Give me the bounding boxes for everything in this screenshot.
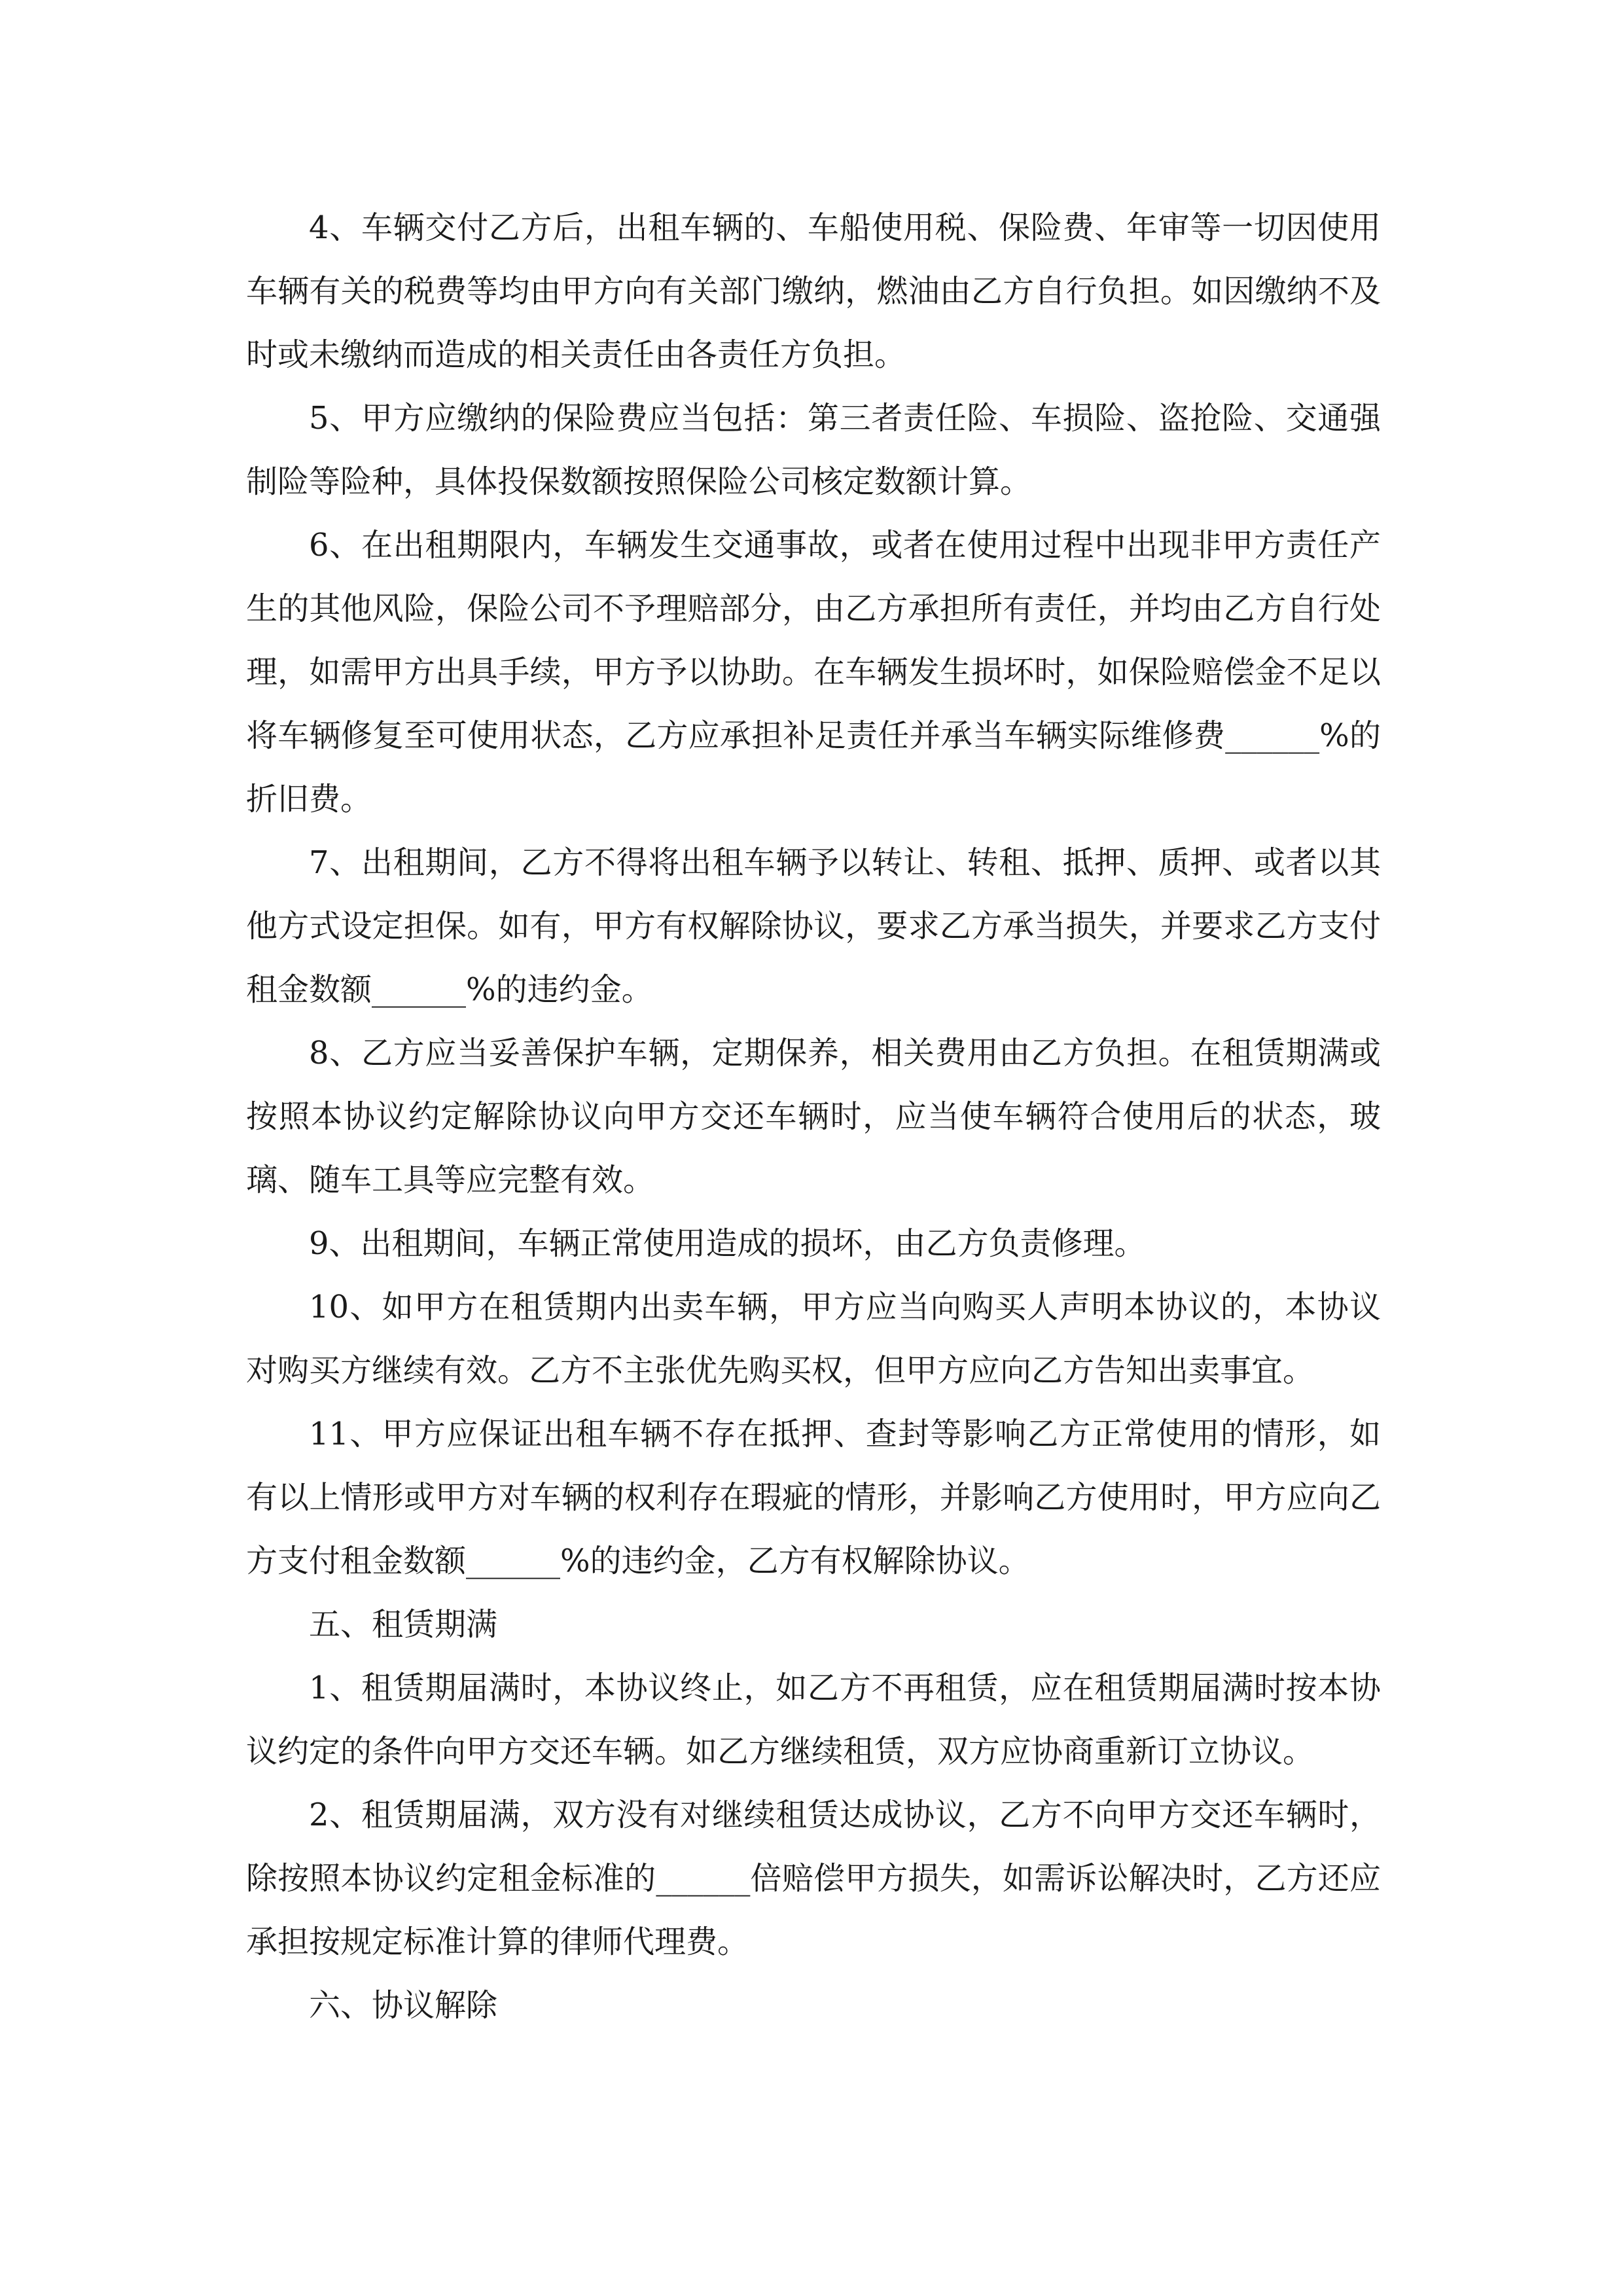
expiry-clause-1: 1、租赁期届满时，本协议终止，如乙方不再租赁，应在租赁期届满时按本协议约定的条件向甲方交还车辆。如乙方继续租赁，双方应协商重新订立协议。 — [246, 1670, 1381, 1770]
clause-5: 5、甲方应缴纳的保险费应当包括：第三者责任险、车损险、盗抢险、交通强制险等险种，具体投保数额按照保险公司核定数额计算。 — [246, 400, 1381, 500]
section-heading-termination: 六、协议解除 — [309, 1987, 498, 2024]
clause-9: 9、出租期间，车辆正常使用造成的损坏，由乙方负责修理。 — [309, 1225, 1146, 1262]
clause-10: 10、如甲方在租赁期内出卖车辆，甲方应当向购买人声明本协议的，本协议对购买方继续有效。乙方不主张优先购买权，但甲方应向乙方告知出卖事宜。 — [246, 1289, 1381, 1389]
clause-11: 11、甲方应保证出租车辆不存在抵押、查封等影响乙方正常使用的情形，如有以上情形或甲方对车辆的权利存在瑕疵的情形，并影响乙方使用时，甲方应向乙方支付租金数额______%的违约金，乙方有权解除协议。 — [246, 1416, 1381, 1579]
clause-7: 7、出租期间，乙方不得将出租车辆予以转让、转租、抵押、质押、或者以其他方式设定担保。如有，甲方有权解除协议，要求乙方承当损失，并要求乙方支付租金数额______%的违约金。 — [246, 844, 1381, 1008]
clause-6: 6、在出租期限内，车辆发生交通事故，或者在使用过程中出现非甲方责任产生的其他风险，保险公司不予理赔部分，由乙方承担所有责任，并均由乙方自行处理，如需甲方出具手续，甲方予以协助。在车辆发生损坏时，如保险赔偿金不足以将车辆修复至可使用状态，乙方应承担补足责任并承当车辆实际维修费______%的折旧费。 — [246, 527, 1381, 817]
expiry-clause-2: 2、租赁期届满，双方没有对继续租赁达成协议，乙方不向甲方交还车辆时，除按照本协议约定租金标准的______倍赔偿甲方损失，如需诉讼解决时，乙方还应承担按规定标准计算的律师代理费。 — [246, 1797, 1381, 1960]
section-heading-lease-expiry: 五、租赁期满 — [309, 1606, 498, 1643]
clause-8: 8、乙方应当妥善保护车辆，定期保养，相关费用由乙方负担。在租赁期满或按照本协议约定解除协议向甲方交还车辆时，应当使车辆符合使用后的状态，玻璃、随车工具等应完整有效。 — [246, 1035, 1381, 1198]
document-body — [246, 196, 1381, 2037]
clause-4: 4、车辆交付乙方后，出租车辆的、车船使用税、保险费、年审等一切因使用车辆有关的税费等均由甲方向有关部门缴纳，燃油由乙方自行负担。如因缴纳不及时或未缴纳而造成的相关责任由各责任方负担。 — [246, 209, 1381, 373]
